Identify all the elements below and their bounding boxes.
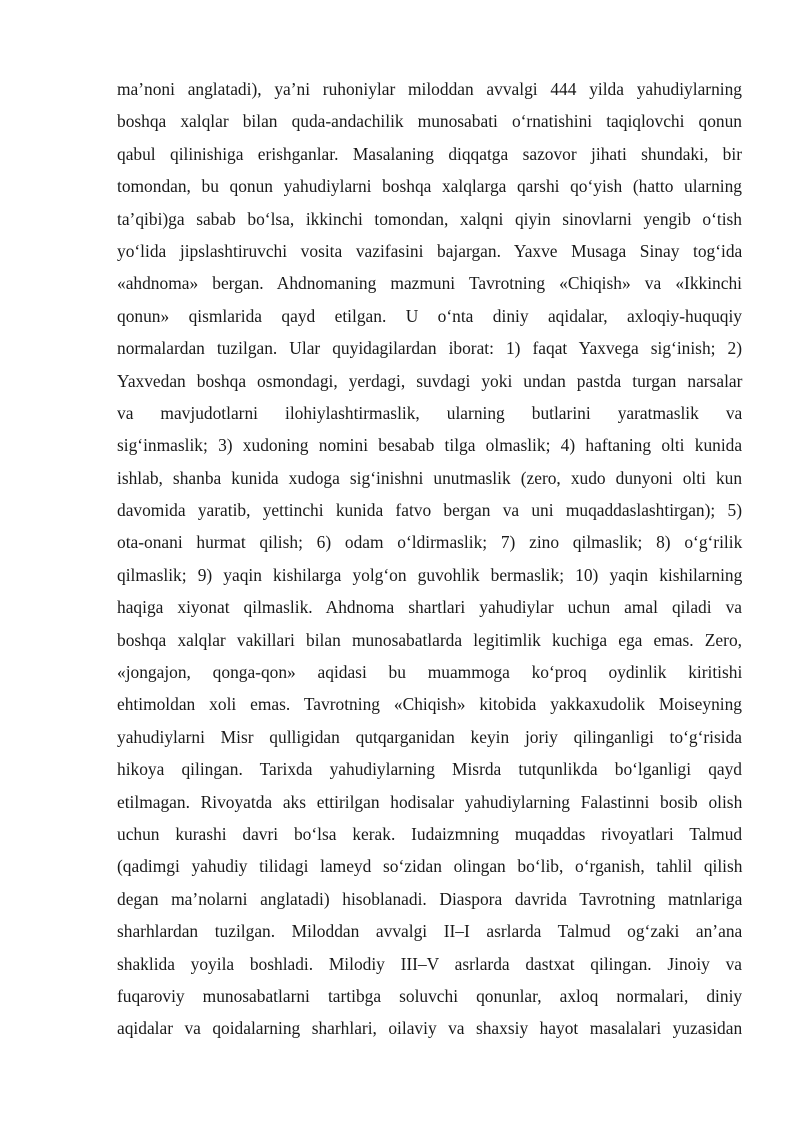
- text-line: qilmaslik; 9) yaqin kishilarga yolg‘on guvohlik bermaslik; 10) yaqin kishilarning: [117, 564, 743, 585]
- text-line: ta’qibi)ga sabab bo‘lsa, ikkinchi tomondan, xalqni qiyin sinovlarni yengib o‘tish: [117, 208, 742, 229]
- text-line: tomondan, bu qonun yahudiylarni boshqa xalqlarga qarshi qo‘yish (hatto ularning: [117, 176, 742, 197]
- text-line: sharhlardan tuzilgan. Miloddan avvalgi II–I asrlarda Talmud og‘zaki an’ana: [117, 921, 743, 942]
- text-line: degan ma’nolarni anglatadi) hisoblanadi. Diaspora davrida Tavrotning matnlariga: [117, 888, 743, 909]
- text-line: etilmagan. Rivoyatda aks ettirilgan hodisalar yahudiylarning Falastinni bosib olish: [117, 791, 743, 812]
- text-line: fuqaroviy munosabatlarni tartibga soluvchi qonunlar, axloq normalari, diniy: [117, 985, 743, 1006]
- text-line: Yaxvedan boshqa osmondagi, yerdagi, suvdagi yoki undan pastda turgan narsalar: [117, 370, 743, 391]
- text-line: yo‘lida jipslashtiruvchi vosita vazifasini bajargan. Yaxve Musaga Sinay tog‘ida: [117, 240, 743, 261]
- text-line: ehtimoldan xoli emas. Tavrotning «Chiqish» kitobida yakkaxudolik Moiseyning: [117, 694, 742, 715]
- text-line: shaklida yoyila boshladi. Milodiy III–V asrlarda dastxat qilingan. Jinoiy va: [117, 953, 742, 974]
- text-line: va mavjudotlarni ilohiylashtirmaslik, ularning butlarini yaratmaslik va: [117, 402, 743, 423]
- text-line: «jongajon, qonga-qon» aqidasi bu muammoga ko‘proq oydinlik kiritishi: [117, 662, 743, 683]
- text-line: sig‘inmaslik; 3) xudoning nomini besabab tilga olmaslik; 4) haftaning olti kunida: [117, 435, 743, 456]
- text-line: normalardan tuzilgan. Ular quyidagilardan iborat: 1) faqat Yaxvega sig‘inish; 2): [117, 338, 742, 359]
- text-line: uchun kurashi davri bo‘lsa kerak. Iudaizmning muqaddas rivoyatlari Talmud: [117, 823, 743, 844]
- text-line: yahudiylarni Misr qulligidan qutqarganidan keyin joriy qilinganligi to‘g‘risida: [117, 726, 742, 747]
- text-line: ota-onani hurmat qilish; 6) odam o‘ldirmaslik; 7) zino qilmaslik; 8) o‘g‘rilik: [117, 532, 743, 553]
- text-line: «ahdnoma» bergan. Ahdnomaning mazmuni Tavrotning «Chiqish» va «Ikkinchi: [117, 273, 742, 294]
- text-line: haqiga xiyonat qilmaslik. Ahdnoma shartlari yahudiylar uchun amal qiladi va: [117, 597, 743, 618]
- text-line: boshqa xalqlar bilan quda-andachilik munosabati o‘rnatishini taqiqlovchi qonun: [117, 111, 742, 132]
- text-line: davomida yaratib, yettinchi kunida fatvo bergan va uni muqaddaslashtirgan); 5): [117, 500, 742, 521]
- text-line: (qadimgi yahudiy tilidagi lameyd so‘zidan olingan bo‘lib, o‘rganish, tahlil qilish: [117, 856, 743, 877]
- text-line: qonun» qismlarida qayd etilgan. U o‘nta diniy aqidalar, axloqiy-huquqiy: [117, 305, 742, 326]
- text-line: aqidalar va qoidalarning sharhlari, oilaviy va shaxsiy hayot masalalari yuzasidan: [117, 1018, 743, 1039]
- text-line: ma’noni anglatadi), ya’ni ruhoniylar miloddan avvalgi 444 yilda yahudiylarning: [117, 79, 742, 99]
- text-line: ishlab, shanba kunida xudoga sig‘inishni unutmaslik (zero, xudo dunyoni olti kun: [117, 467, 743, 488]
- text-line: qabul qilinishiga erishganlar. Masalaning diqqatga sazovor jihati shundaki, bir: [117, 143, 742, 164]
- text-line: boshqa xalqlar vakillari bilan munosabatlarda legitimlik kuchiga ega emas. Zero,: [117, 629, 742, 650]
- text-line: hikoya qilingan. Tarixda yahudiylarning Misrda tutqunlikda bo‘lganligi qayd: [117, 759, 742, 780]
- body-text: [117, 73, 742, 1045]
